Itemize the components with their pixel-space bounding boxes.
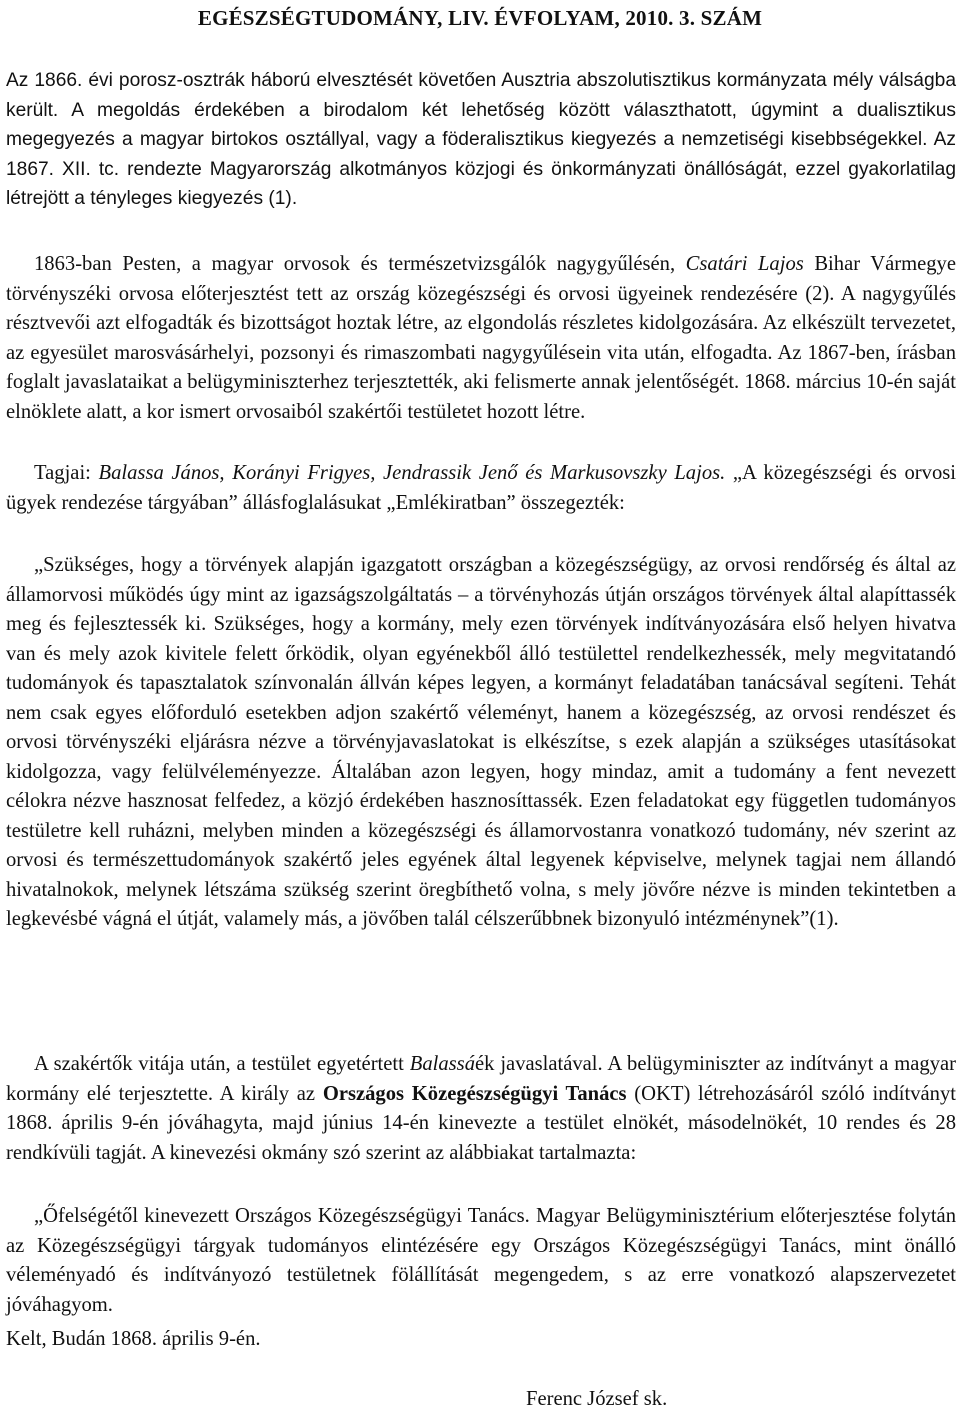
person-name-balassa: Balassá [409,1053,475,1075]
p2-text-end: Bihar Vármegye törvényszéki orvosa előterjesztést tett az ország közegészségi és orvosi ügyeinek rendezésére (2). A nagygyűlés résztvevői azt elfogadták és bizottságot hoztak létre, az elgondolás részletes kidolgozására. Az elkészült tervezetet, az egyesület marosvásárhelyi, pozsonyi és rimaszombati nagygyűlésein vita után, elfogadta. Az 1867-ben, írásban foglalt javaslataikat a belügyminiszterhez terjesztették, aki felismerte annak jelentőségét. 1868. március 10-én saját elnöklete alatt, a kor ismert orvosaiból szakértői testületet hozott létre. [6,253,956,423]
p4-text-end: (OKT) létrehozásáról szóló indítványt 1868. április 9-én jóváhagyta, majd június 14-én kinevezte a testület elnökét, másodelnökét, 10 rendes és 28 rendkívüli tagját. A kinevezési okmány szó szerint az alábbiakat tartalmazta: [6,1082,956,1164]
paragraph-okt [6,1050,956,1168]
p4-text-start: A szakértők vitája után, a testület egyetértett [34,1053,404,1075]
member-names: Balassa János, Korányi Frigyes, Jendrassik Jenő és Markusovszky Lajos. [98,462,726,484]
signature: Ferenc József sk. [526,1388,668,1410]
paragraph-members [6,459,956,518]
okt-name: Országos Közegészségügyi Tanács [322,1082,627,1105]
paragraph-1863 [6,250,956,427]
quote-emlekirat: „Szükséges, hogy a törvények alapján igazgatott országban a közegészségügy, az orvosi rendőrség és által az államorvosi működés úgy mint az igazságszolgáltatás – a törvényhozás útján országos törvények által alapíttassék meg és fejlesztessék ki. Szükséges, hogy a kormány, mely ezen törvények indítványozására első helyen hivatva van és mely azok kivitele felett őrködik, olyan egyénekből álló testülettel rendelkezhessék, mely megvitatandó tudományok és tapasztalatok színvonalán állván képes legyen, a kormányt feladatában tanácsával segíteni. Tehát nem csak egyes előforduló esetekben adjon szakértő véleményt, hanem a közegészség, az orvosi rendészet és orvosi törvényszéki eljárásra nézve a törvényjavaslatokat is elkészítse, s ezek alapján a szükséges utasításokat kidolgozza, vagy felülvéleményezze. Általában azon legyen, hogy mindaz, amit a tudomány a fent nevezett célokra nézve hasznosat felfedez, a közjó érdekében hasznosíttassék. Ezen feladatokat egy független tudományos testületre kell ruházni, melyben minden a közegészségi és államorvostanra vonatkozó tudomány, név szerint az orvosi és természettudományok szakértő jeles egyének által legyenek képviselve, melynek tagjai nem állandó hivatalnokok, melynek létszáma szükség szerint öregbíthető volna, s mely jövőre nézve is minden tekintetben a legkevésbé vágná el útját, valamely más, a jövőben talál célszerűbbnek bizonyuló intézménynek”(1). [6,554,956,930]
p4-text-middle: ék javaslatával. A belügyminiszter az indítványt a magyar kormány elé terjesztette. A király az [6,1053,956,1105]
person-name-csatari: Csatári Lajos [685,253,804,275]
paragraph-intro: Az 1866. évi porosz-osztrák háború elvesztését követően Ausztria abszolutisztikus kormányzata mély válságba került. A megoldás érdekében a birodalom két lehetőség között választhatott, úgymint a dualisztikus megegyezés a magyar birtokos osztállyal, vagy a föderalisztikus kiegyezés a nemzetiségi kisebbségekkel. Az 1867. XII. tc. rendezte Magyarország alkotmányos közjogi és önkormányzati önállóságát, ezzel gyakorlatilag létrejött a tényleges kiegyezés (1). [6,70,956,209]
p3-text-start: Tagjai: [34,462,91,484]
running-header: EGÉSZSÉGTUDOMÁNY, LIV. ÉVFOLYAM, 2010. 3. SZÁM [197,6,763,30]
quote-kinevezes: „Őfelségétől kinevezett Országos Közegészségügyi Tanács. Magyar Belügyminisztérium előterjesztése folytán az Közegészségügyi tárgyak tudományos elintézésére egy Országos Közegészségügyi Tanács, mint önálló véleményadó és indítványozó testületnek fölállítását megengedem, s az erre vonatkozó alapszervezetet jóváhagyom. [6,1205,956,1316]
p2-text-start: 1863-ban Pesten, a magyar orvosok és természetvizsgálók nagygyűlésén, [34,253,676,275]
dateline: Kelt, Budán 1868. április 9-én. [6,1328,261,1350]
p3-text-end: „A közegészségi és orvosi ügyek rendezése tárgyában” állásfoglalásukat „Emlékiratban” összegezték: [6,462,956,514]
